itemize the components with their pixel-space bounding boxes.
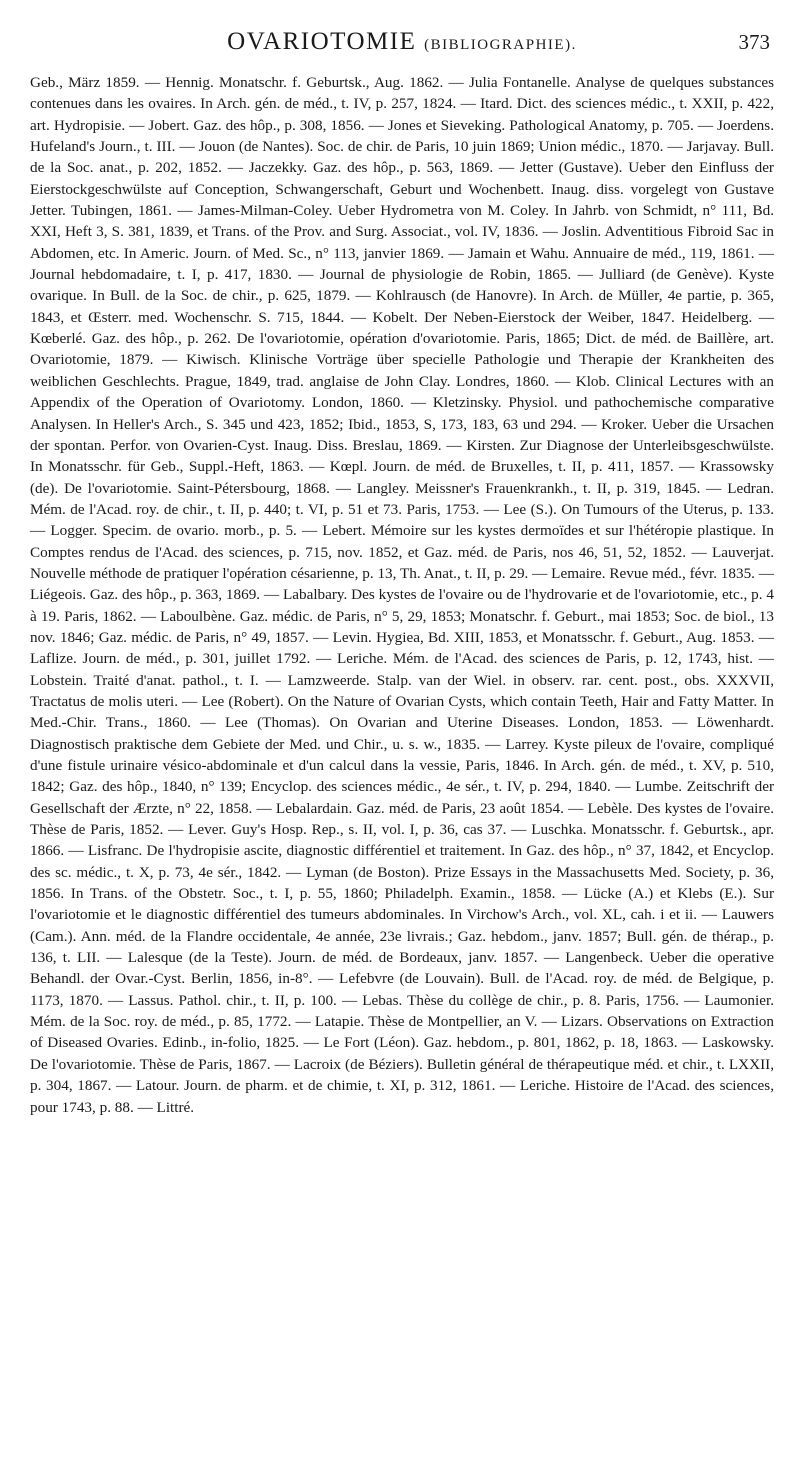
page-number: 373 — [738, 30, 770, 54]
running-title — [227, 28, 577, 55]
bibliography-text: Geb., März 1859. — Hennig. Monatschr. f. Geburtsk., Aug. 1862. — Julia Fontanelle. Analyse de quelques substances contenues dans les ovaires. In Arch. gén. de méd., t. IV, p. 257, 1824. — Itard. Dict. des sciences médic., t. XXII, p. 422, art. Hydropisie. — Jobert. Gaz. des hôp., p. 308, 1856. — Jones et Sieveking. Pathological Anatomy, p. 705. — Joerdens. Hufeland's Journ., t. III. — Jouon (de Nantes). Soc. de chir. de Paris, 10 juin 1869; Union médic., 1870. — Jarjavay. Bull. de la Soc. anat., p. 202, 1852. — Jaczekky. Gaz. des hôp., p. 563, 1869. — Jetter (Gustave). Ueber den Einfluss der Eierstockgeschwülste auf Conception, Schwangerschaft, Geburt und Wochenbett. Inaug. diss. vorgelegt von Gustave Jetter. Tubingen, 1861. — James-Milman-Coley. Ueber Hydrometra von M. Coley. In Jahrb. von Schmidt, n° 111, Bd. XXI, Heft 3, S. 381, 1839, et Trans. of the Prov. and Surg. Associat., vol. IV, 1836. — Joslin. Adventitious Fibroid Sac in Abdomen, etc. In Americ. Journ. of Med. Sc., n° 113, janvier 1869. — Jamain et Wahu. Annuaire de méd., 119, 1861. — Journal hebdomadaire, t. I, p. 417, 1830. — Journal de physiologie de Robin, 1865. — Julliard (de Genève). Kyste ovarique. In Bull. de la Soc. de chir., p. 625, 1879. — Kohlrausch (de Hanovre). In Arch. de Müller, 4e partie, p. 365, 1843, et Œsterr. med. Wochenschr. S. 715, 1844. — Kobelt. Der Neben-Eierstock der Weiber, 1847. Heidelberg. — Kœberlé. Gaz. des hôp., p. 262. De l'ovariotomie, opération d'ovariotomie. Paris, 1865; Dict. de méd. de Baillère, art. Ovariotomie, 1879. — Kiwisch. Klinische Vorträge über specielle Pathologie und Therapie der Krankheiten des weiblichen Geschlechts. Prague, 1849, trad. anglaise de John Clay. Londres, 1860. — Klob. Clinical Lectures with an Appendix of the Operation of Ovariotomy. London, 1860. — Kletzinsky. Physiol. und pathochemische comparative Analysen. In Heller's Arch., S. 345 und 423, 1852; Ibid., 1853, S, 173, 183, 63 und 294. — Kroker. Ueber die Ursachen der spontan. Perfor. von Ovarien-Cyst. Inaug. Diss. Breslau, 1869. — Kirsten. Zur Diagnose der Unterleibsgeschwülste. In Monatsschr. für Geb., Suppl.-Heft, 1863. — Kœpl. Journ. de méd. de Bruxelles, t. II, p. 411, 1857. — Krassowsky (de). De l'ovariotomie. Saint-Pétersbourg, 1868. — Langley. Meissner's Frauenkrankh., t. II, p. 319, 1845. — Ledran. Mém. de l'Acad. roy. de chir., t. II, p. 440; t. VI, p. 51 et 73. Paris, 1753. — Lee (S.). On Tumours of the Uterus, p. 133. — Logger. Specim. de ovario. morb., p. 5. — Lebert. Mémoire sur les kystes dermoïdes et sur l'hétéropie plastique. In Comptes rendus de l'Acad. des sciences, p. 715, nov. 1852, et Gaz. méd. de Paris, nos 46, 51, 52, 1852. — Lauverjat. Nouvelle méthode de pratiquer l'opération césarienne, p. 13, Th. Anat., t. II, p. 29. — Lemaire. Revue méd., févr. 1835. — Liégeois. Gaz. des hôp., p. 363, 1869. — Labalbary. Des kystes de l'ovaire ou de l'hydrovarie et de l'ovariotomie, etc., p. 4 à 19. Paris, 1862. — Laboulbène. Gaz. médic. de Paris, n° 5, 29, 1853; Monatschr. f. Geburt., mai 1853; Soc. de biol., 13 nov. 1846; Gaz. médic. de Paris, n° 49, 1857. — Levin. Hygiea, Bd. XIII, 1853, et Monatsschr. f. Geburt., Aug. 1853. — Laflize. Journ. de méd., p. 301, juillet 1792. — Leriche. Mém. de l'Acad. des sciences de Paris, p. 12, 1743, hist. — Lobstein. Traité d'anat. pathol., t. I. — Lamzweerde. Stalp. van der Wiel. in observ. rar. cent. post., obs. XXXVII, Tractatus de molis uteri. — Lee (Robert). On the Nature of Ovarian Cysts, which contain Teeth, Hair and Fatty Matter. In Med.-Chir. Trans., 1860. — Lee (Thomas). On Ovarian and Uterine Diseases. London, 1853. — Löwenhardt. Diagnostisch praktische dem Gebiete der Med. und Chir., u. s. w., 1835. — Larrey. Kyste pileux de l'ovaire, compliqué d'une fistule urinaire vésico-abdominale et d'un calcul dans la vessie, Paris, 1846. In Arch. gén. de méd., t. XV, p. 510, 1842; Gaz. des hôp., 1840, n° 139; Encyclop. des sciences médic., 4e sér., t. IV, p. 294, 1840. — Lumbe. Zeitschrift der Gesellschaft der Ærzte, n° 22, 1858. — Lebalardain. Gaz. méd. de Paris, 23 août 1854. — Lebèle. Des kystes de l'ovaire. Thèse de Paris, 1852. — Lever. Guy's Hosp. Rep., s. II, vol. I, p. 36, cas 37. — Luschka. Monatsschr. f. Geburtsk., apr. 1866. — Lisfranc. De l'hydropisie ascite, diagnostic différentiel et traitement. In Gaz. des hôp., n° 37, 1842, et Encyclop. des sc. médic., t. X, p. 73, 4e sér., 1842. — Lyman (de Boston). Prize Essays in the Massachusetts Med. Society, p. 36, 1856. In Trans. of the Obstetr. Soc., t. I, p. 55, 1860; Philadelph. Examin., 1858. — Lücke (A.) et Klebs (E.). Sur l'ovariotomie et le diagnostic différentiel des tumeurs abdominales. In Virchow's Arch., vol. XL, cah. i et ii. — Lauwers (Cam.). Ann. méd. de la Flandre occidentale, 4e année, 23e livrais.; Gaz. hebdom., janv. 1857; Bull. gén. de thérap., p. 136, t. LII. — Lalesque (de la Teste). Journ. de méd. de Bordeaux, janv. 1857. — Langenbeck. Ueber die operative Behandl. der Ovar.-Cyst. Berlin, 1856, in-8°. — Lefebvre (de Louvain). Bull. de l'Acad. roy. de méd. de Belgique, p. 1173, 1870. — Lassus. Pathol. chir., t. II, p. 100. — Lebas. Thèse du collège de chir., p. 8. Paris, 1756. — Laumonier. Mém. de la Soc. roy. de méd., p. 85, 1772. — Latapie. Thèse de Montpellier, an V. — Lizars. Observations on Extraction of Diseased Ovaries. Edinb., in-folio, 1825. — Le Fort (Léon). Gaz. hebdom., p. 801, 1862, p. 18, 1863. — Laskowsky. De l'ovariotomie. Thèse de Paris, 1867. — Lacroix (de Béziers). Bulletin général de thérapeutique méd. et chir., t. LXXII, p. 304, 1867. — Latour. Journ. de pharm. et de chimie, t. XI, p. 312, 1861. — Leriche. Histoire de l'Acad. des sciences, pour 1743, p. 88. — Littré. — [30, 74, 774, 1116]
chapter-title: OVARIOTOMIE — [227, 28, 417, 55]
running-head — [30, 22, 774, 62]
section-subtitle: (BIBLIOGRAPHIE). — [424, 37, 577, 53]
